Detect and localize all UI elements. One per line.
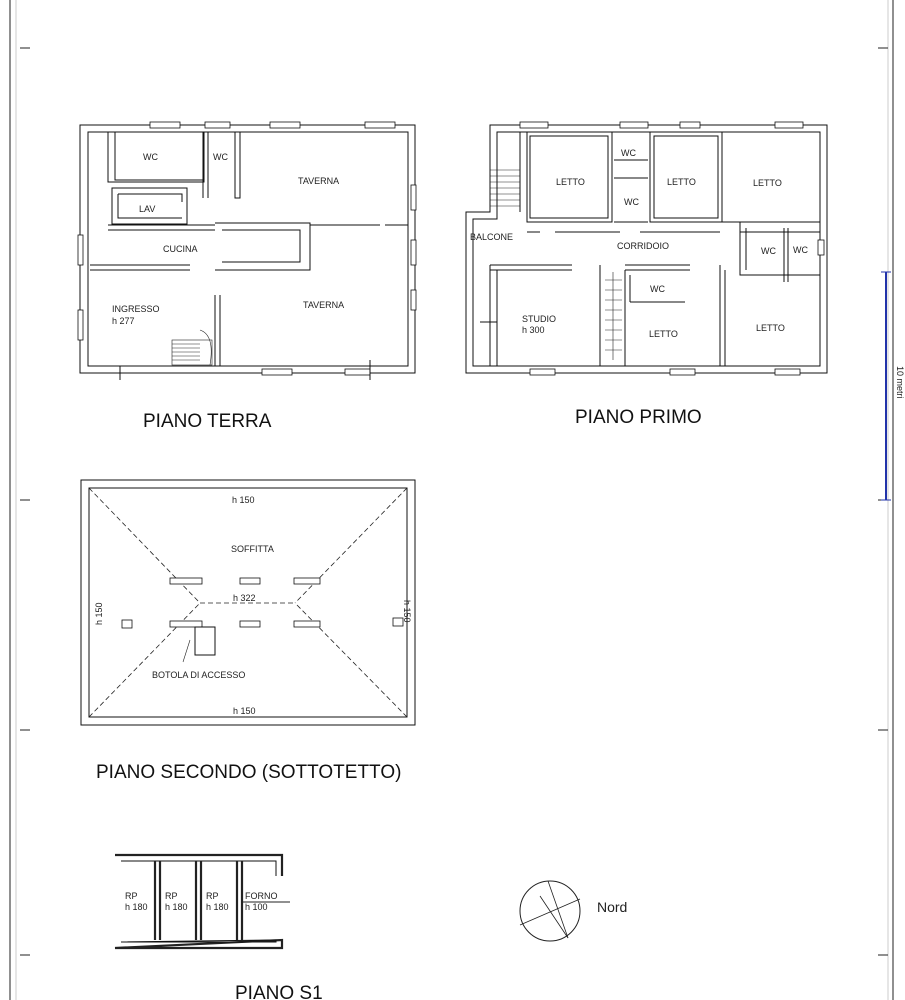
room-label: TAVERNA — [298, 176, 340, 186]
cellar-room-label: RP — [206, 891, 219, 901]
room-label: BALCONE — [470, 232, 514, 242]
sheet-border — [10, 0, 893, 1000]
piano-secondo-plan — [81, 480, 415, 725]
piano-s1-plan — [115, 855, 290, 948]
room-height-label: h 300 — [522, 325, 545, 335]
hatch-label: BOTOLA DI ACCESSO — [152, 670, 246, 680]
room-label: LETTO — [649, 329, 678, 339]
room-label: LAV — [139, 204, 156, 214]
cellar-room-height: h 180 — [125, 902, 148, 912]
room-label: WC — [650, 284, 665, 294]
piano-primo-plan — [466, 122, 827, 375]
room-label: CORRIDOIO — [617, 241, 670, 251]
cellar-room-label: RP — [165, 891, 178, 901]
cellar-room-label: FORNO — [245, 891, 278, 901]
room-label: STUDIO — [522, 314, 557, 324]
piano-primo-title: PIANO PRIMO — [575, 407, 702, 428]
compass-label: Nord — [597, 899, 628, 915]
room-label: LETTO — [756, 323, 785, 333]
height-label: h 150 — [402, 600, 412, 623]
room-height-label: h 277 — [112, 316, 135, 326]
cellar-room-height: h 180 — [206, 902, 229, 912]
piano-terra-title: PIANO TERRA — [143, 411, 272, 432]
cellar-room-height: h 100 — [245, 902, 268, 912]
north-compass — [520, 881, 580, 941]
room-label: LETTO — [667, 177, 696, 187]
piano-secondo-title: PIANO SECONDO (SOTTOTETTO) — [96, 762, 402, 783]
room-label: WC — [143, 152, 158, 162]
cellar-room-label: RP — [125, 891, 138, 901]
room-label: WC — [621, 148, 636, 158]
room-label: SOFFITTA — [231, 544, 274, 554]
piano-terra-plan — [78, 122, 416, 380]
room-label: WC — [761, 246, 776, 256]
room-label: LETTO — [556, 177, 585, 187]
height-label: h 322 — [233, 593, 256, 603]
height-label: h 150 — [232, 495, 255, 505]
height-label: h 150 — [94, 602, 104, 625]
scale-label: 10 metri — [895, 366, 905, 399]
room-label: WC — [213, 152, 228, 162]
room-label: TAVERNA — [303, 300, 345, 310]
room-label: WC — [624, 197, 639, 207]
height-label: h 150 — [233, 706, 256, 716]
room-label: CUCINA — [163, 244, 198, 254]
cellar-room-height: h 180 — [165, 902, 188, 912]
piano-s1-title: PIANO S1 — [235, 983, 323, 1000]
room-label: INGRESSO — [112, 304, 160, 314]
room-label: LETTO — [753, 178, 782, 188]
room-label: WC — [793, 245, 808, 255]
